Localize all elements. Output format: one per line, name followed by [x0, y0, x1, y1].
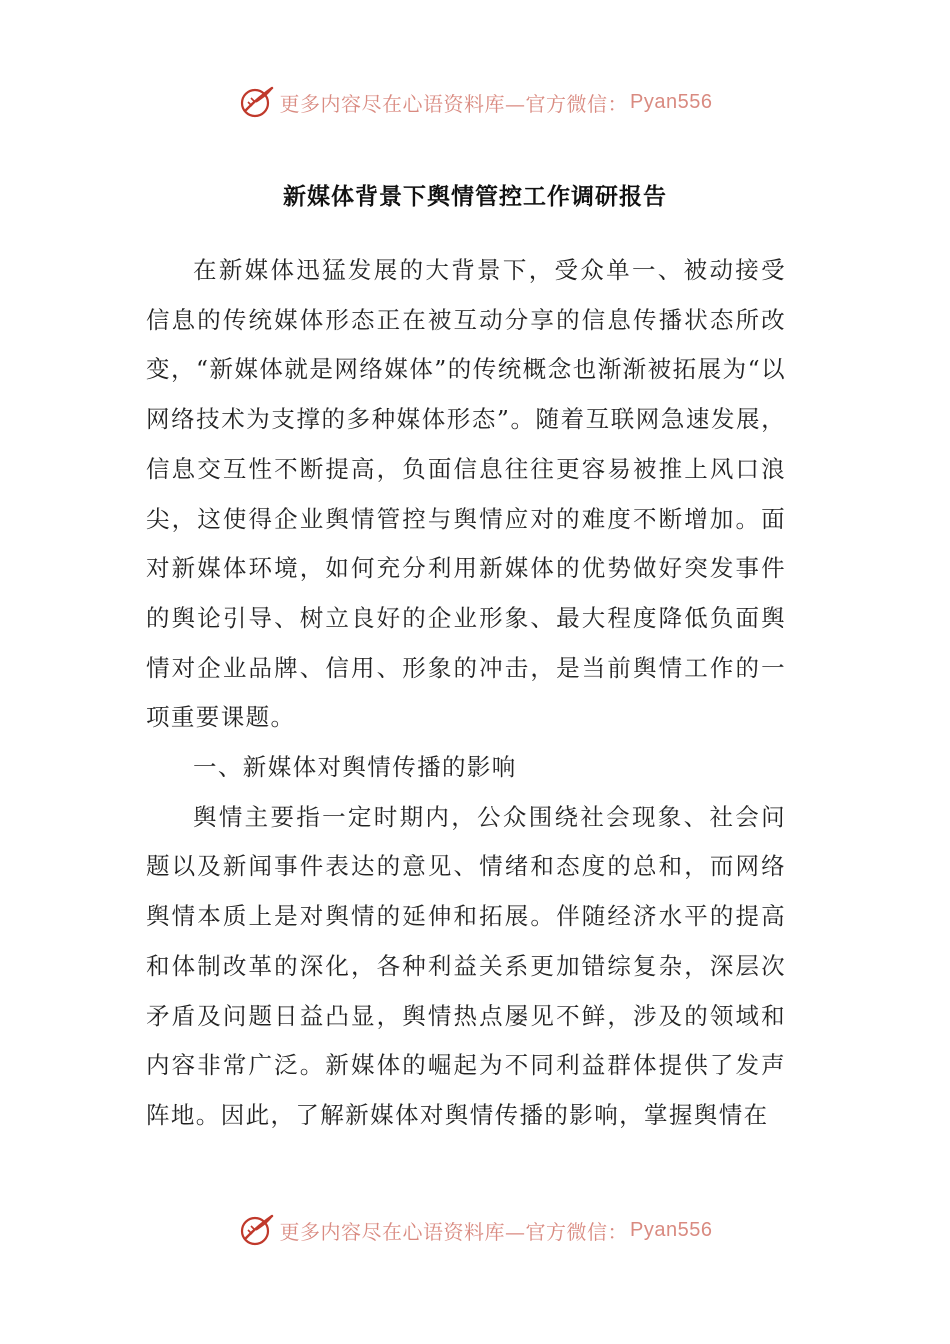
document-body	[146, 246, 786, 1141]
footer-watermark	[0, 1210, 950, 1250]
watermark-wechat-id: Pyan556	[630, 90, 713, 113]
header-watermark	[0, 82, 950, 122]
document-title: 新媒体背景下舆情管控工作调研报告	[283, 183, 667, 210]
paragraph: 舆情主要指一定时期内，公众围绕社会现象、社会问题以及新闻事件表达的意见、情绪和态度的总和，而网络舆情本质上是对舆情的延伸和拓展。伴随经济水平的提高和体制改革的深化，各种利益关系更加错综复杂，深层次矛盾及问题日益凸显，舆情热点屡见不鲜，涉及的领域和内容非常广泛。新媒体的崛起为不同利益群体提供了发声阵地。因此，了解新媒体对舆情传播的影响，掌握舆情在	[146, 802, 786, 1129]
section-heading: 一、新媒体对舆情传播的影响	[193, 753, 517, 782]
paragraph: 在新媒体迅猛发展的大背景下，受众单一、被动接受信息的传统媒体形态正在被互动分享的信息传播状态所改变，“新媒体就是网络媒体”的传统概念也渐渐被拓展为“以网络技术为支撑的多种媒体形态”。随着互联网急速发展，信息交互性不断提高，负面信息往往更容易被推上风口浪尖，这使得企业舆情管控与舆情应对的难度不断增加。面对新媒体环境，如何充分利用新媒体的优势做好突发事件的舆论引导、树立良好的企业形象、最大程度降低负面舆情对企业品牌、信用、形象的冲击，是当前舆情工作的一项重要课题。	[146, 256, 786, 732]
quill-logo-icon	[238, 1212, 276, 1248]
watermark-wechat-id: Pyan556	[630, 1218, 713, 1241]
watermark-text: 更多内容尽在心语资料库—官方微信：	[279, 1219, 629, 1244]
watermark-text: 更多内容尽在心语资料库—官方微信：	[279, 91, 629, 116]
quill-logo-icon	[238, 84, 276, 120]
